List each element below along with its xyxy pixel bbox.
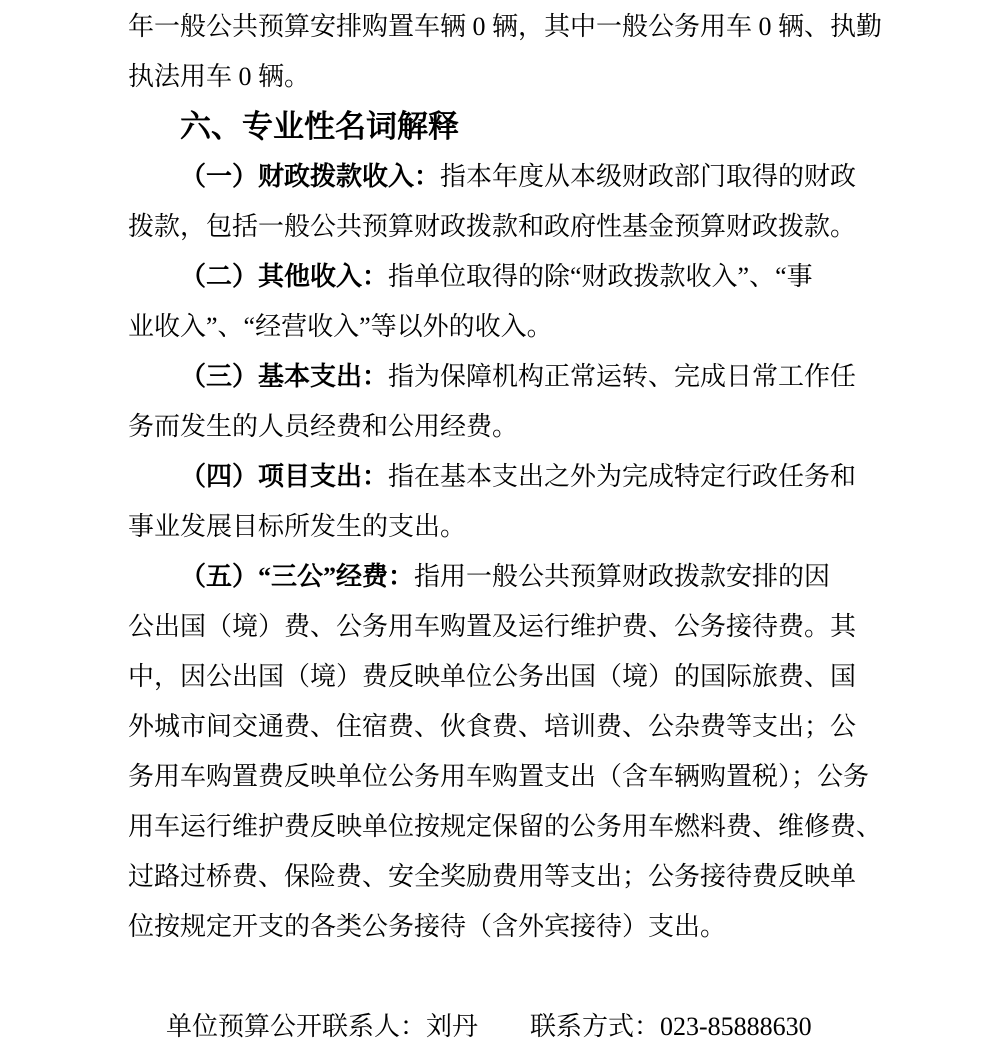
text-line-term2-cont bbox=[128, 302, 896, 352]
text-line-term1-cont bbox=[128, 202, 896, 252]
text-line-term2-start bbox=[128, 252, 896, 302]
term-lead: （三）基本支出： bbox=[180, 362, 389, 391]
text-line-term5-cont-1 bbox=[128, 602, 896, 652]
text-segment: 外城市间交通费、住宿费、伙食费、培训费、公杂费等支出；公 bbox=[128, 712, 857, 741]
blank-line bbox=[128, 952, 896, 1002]
text-segment: 用车运行维护费反映单位按规定保留的公务用车燃料费、维修费、 bbox=[128, 812, 883, 841]
text-segment: 业收入”、“经营收入”等以外的收入。 bbox=[128, 312, 553, 341]
text-segment: 指在基本支出之外为完成特定行政任务和 bbox=[388, 462, 857, 491]
text-line-term5-cont-4 bbox=[128, 752, 896, 802]
text-segment: 指本年度从本级财政部门取得的财政 bbox=[440, 162, 857, 191]
text-segment: 务而发生的人员经费和公用经费。 bbox=[128, 412, 519, 441]
text-line-term5-cont-2 bbox=[128, 652, 896, 702]
contact-text: 单位预算公开联系人：刘丹 联系方式：023-85888630 bbox=[166, 1012, 812, 1041]
text-line-continuation-1 bbox=[128, 2, 896, 52]
text-segment: 过路过桥费、保险费、安全奖励费用等支出；公务接待费反映单 bbox=[128, 862, 857, 891]
text-segment: 指用一般公共预算财政拨款安排的因 bbox=[414, 562, 831, 591]
text-line-term4-start bbox=[128, 452, 896, 502]
text-segment: 拨款，包括一般公共预算财政拨款和政府性基金预算财政拨款。 bbox=[128, 212, 857, 241]
term-lead: （五）“三公”经费： bbox=[180, 562, 415, 591]
text-segment: 事业发展目标所发生的支出。 bbox=[128, 512, 467, 541]
text-segment: 执法用车 0 辆。 bbox=[128, 62, 311, 91]
text-line-term5-cont-5 bbox=[128, 802, 896, 852]
text-line-term3-cont bbox=[128, 402, 896, 452]
text-line-continuation-2 bbox=[128, 52, 896, 102]
term-lead: （四）项目支出： bbox=[180, 462, 389, 491]
text-line-term1-start bbox=[128, 152, 896, 202]
term-lead: （二）其他收入： bbox=[180, 262, 389, 291]
term-lead: （一）财政拨款收入： bbox=[180, 162, 441, 191]
text-segment: 位按规定开支的各类公务接待（含外宾接待）支出。 bbox=[128, 912, 727, 941]
text-line-term5-cont-7 bbox=[128, 902, 896, 952]
text-segment: 年一般公共预算安排购置车辆 0 辆，其中一般公务用车 0 辆、执勤 bbox=[128, 12, 883, 41]
text-segment: 指单位取得的除“财政拨款收入”、“事 bbox=[388, 262, 813, 291]
contact-line bbox=[128, 1002, 896, 1052]
text-line-term5-cont-3 bbox=[128, 702, 896, 752]
section-heading bbox=[128, 102, 896, 152]
text-line-term5-start bbox=[128, 552, 896, 602]
text-segment: 公出国（境）费、公务用车购置及运行维护费、公务接待费。其 bbox=[128, 612, 857, 641]
text-segment: 中，因公出国（境）费反映单位公务出国（境）的国际旅费、国 bbox=[128, 662, 857, 691]
text-line-term5-cont-6 bbox=[128, 852, 896, 902]
text-line-term3-start bbox=[128, 352, 896, 402]
text-line-term4-cont bbox=[128, 502, 896, 552]
section-heading-text: 六、专业性名词解释 bbox=[180, 109, 459, 144]
text-segment: 务用车购置费反映单位公务用车购置支出（含车辆购置税）；公务 bbox=[128, 762, 870, 791]
text-segment: 指为保障机构正常运转、完成日常工作任 bbox=[388, 362, 857, 391]
